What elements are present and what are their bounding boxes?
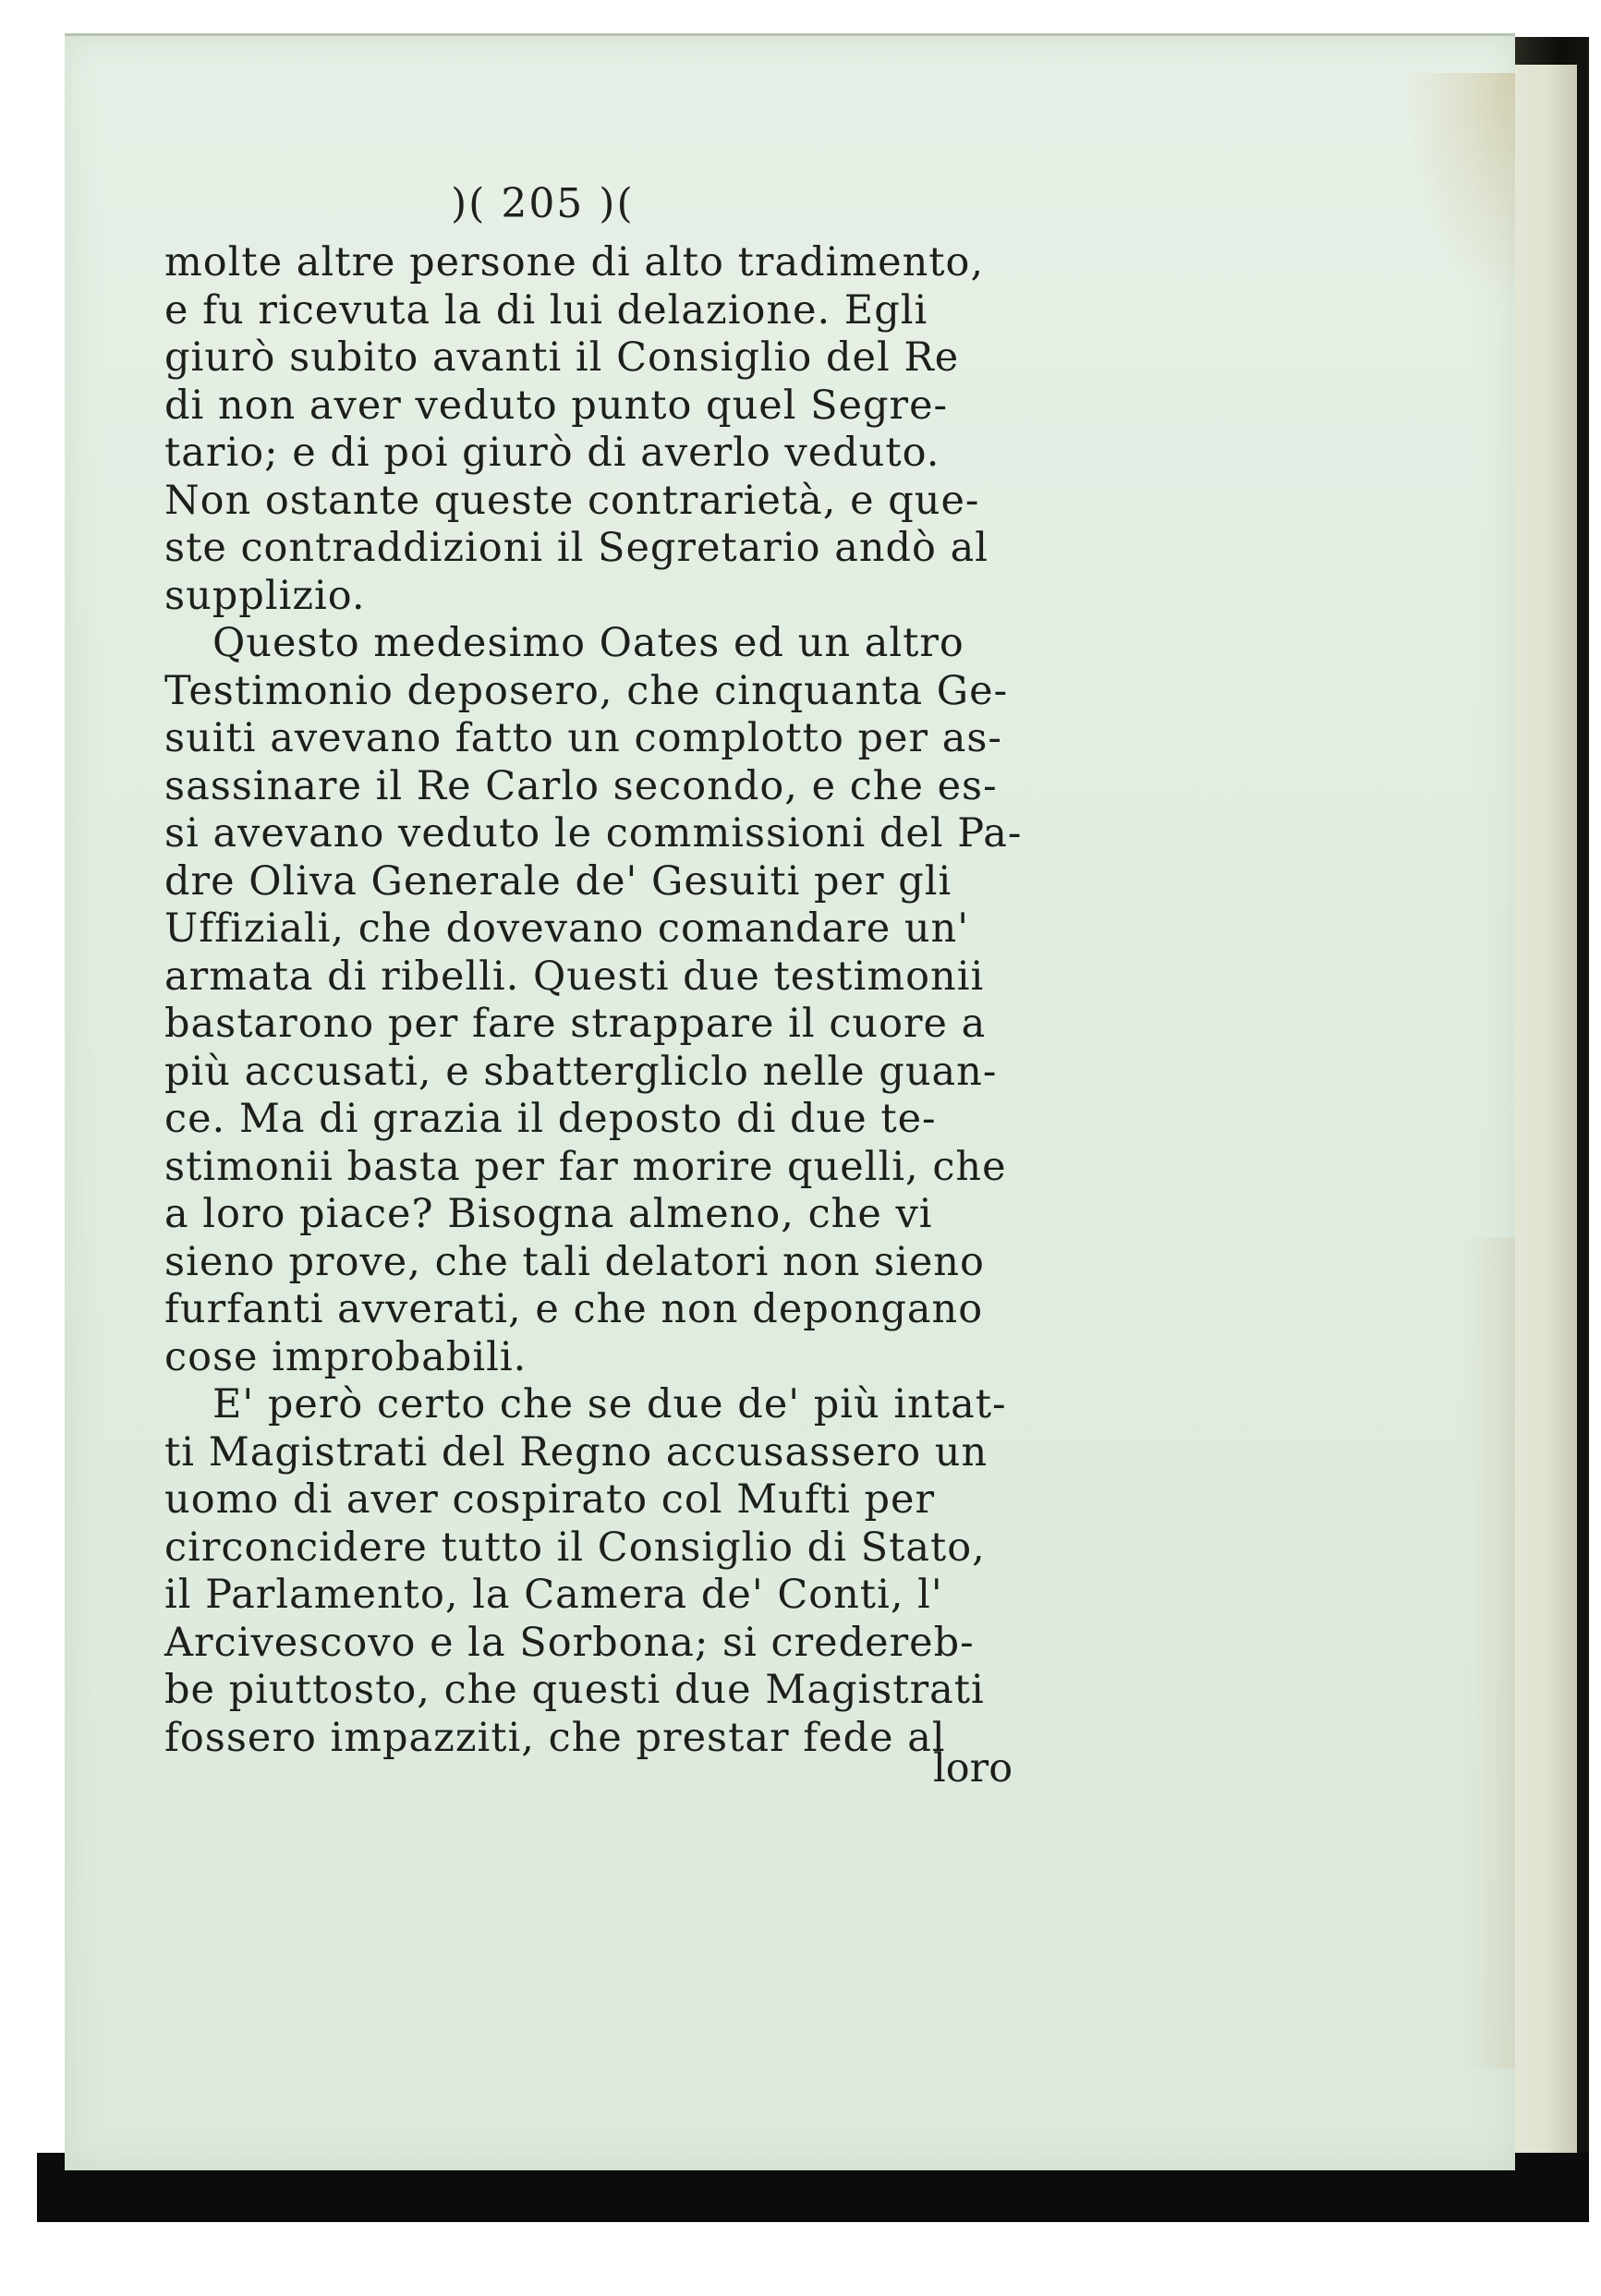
text-line: più accusati, e sbattergliclo nelle guan- [164,1048,998,1095]
text-line: cose improbabili. [164,1333,528,1380]
text-line: armata di ribelli. Questi due testimonii [164,953,985,1000]
page-number: )( 205 )( [451,180,635,227]
text-line: si avevano veduto le commissioni del Pa- [164,810,1023,856]
text-line: e fu ricevuta la di lui delazione. Egli [164,286,928,334]
text-line: sieno prove, che tali delatori non sieno [164,1238,985,1285]
text-line: molte altre persone di alto tradimento, [164,239,985,285]
text-line: ce. Ma di grazia il deposto di due te- [164,1096,937,1142]
page-edge-discoloration [1460,1237,1515,2069]
text-line: be piuttosto, che questi due Magistrati [164,1667,985,1713]
text-line: Uffiziali, che dovevano comandare un' [164,905,970,952]
text-line: uomo di aver cospirato col Mufti per [164,1476,936,1523]
text-line: ste contraddizioni il Segretario andò al [164,525,989,571]
text-line: circoncidere tutto il Consiglio di Stato, [164,1524,986,1571]
text-line: il Parlamento, la Camera de' Conti, l' [164,1572,943,1618]
text-line: giurò subito avanti il Consiglio del Re [164,334,960,381]
text-line: furfanti avverati, e che non depongano [164,1286,984,1332]
text-line: sassinare il Re Carlo secondo, e che es- [164,762,998,809]
text-line: E' però certo che se due de' più intat- [212,1381,1007,1427]
text-line: Testimonio deposero, che cinquanta Ge- [164,667,1009,714]
text-line: di non aver veduto punto quel Segre- [164,382,949,429]
page-foxing-stain [1404,73,1515,313]
text-line: Questo medesimo Oates ed un altro [212,620,964,666]
text-line: bastarono per fare strappare il cuore a [164,1001,987,1047]
text-line: supplizio. [164,572,366,619]
text-line: tario; e di poi giurò di averlo veduto. [164,430,940,476]
text-line: Arcivescovo e la Sorbona; si credereb- [164,1619,975,1666]
text-line: fossero impazziti, che prestar fede al [164,1714,946,1761]
text-line: a loro piace? Bisogna almeno, che vi [164,1191,933,1237]
text-line: stimonii basta per far morire quelli, che [164,1143,1007,1190]
catchword: loro [933,1745,1013,1792]
text-line: ti Magistrati del Regno accusassero un [164,1428,988,1476]
text-line: dre Oliva Generale de' Gesuiti per gli [164,857,952,905]
text-line: suiti avevano fatto un complotto per as- [164,715,1002,761]
text-line: Non ostante queste contrarietà, e que- [164,477,980,524]
